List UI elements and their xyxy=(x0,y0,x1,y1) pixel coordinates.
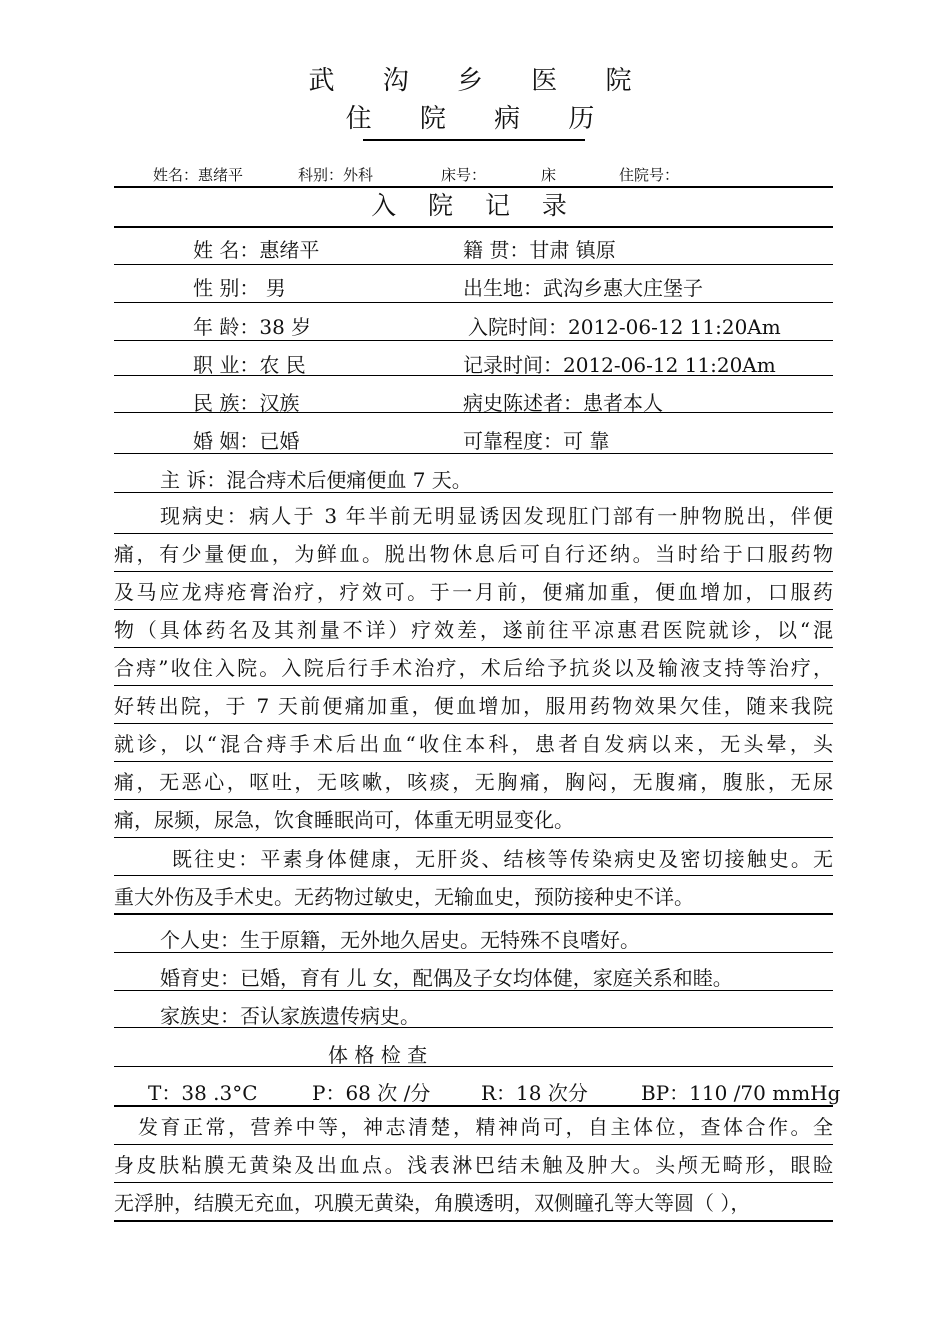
info-name: 姓 名：惠绪平 xyxy=(193,238,320,262)
present-illness-line: 现病史：病人于 3 年半前无明显诱因发现肛门部有一肿物脱出，伴便 xyxy=(160,504,833,528)
info-rule-5 xyxy=(114,412,833,413)
header-dept: 科别：外科 xyxy=(298,166,374,184)
past-history-line: 重大外伤及手术史。无药物过敏史，无输血史，预防接种史不详。 xyxy=(114,885,694,909)
exam-text xyxy=(114,1108,833,1222)
pi-rule-2 xyxy=(114,571,833,572)
vital-temperature: T：38 .3°C xyxy=(148,1081,258,1105)
header-admission-no: 住院号： xyxy=(619,166,680,184)
exam-rule-2 xyxy=(114,1182,833,1183)
info-rule-6 xyxy=(114,453,833,454)
info-admit-time: 入院时间：2012-06-12 11:20Am xyxy=(468,315,781,339)
vital-blood-pressure: BP：110 /70 mmHg xyxy=(641,1081,841,1105)
hospital-name: 武 沟 乡 医 院 xyxy=(308,66,652,96)
vital-pulse: P：68 次 /分 xyxy=(312,1081,431,1105)
exam-text-line: 发育正常，营养中等，神志清楚，精神尚可，自主体位，查体合作。全 xyxy=(138,1115,833,1139)
present-illness xyxy=(114,497,833,839)
personal-rule xyxy=(114,952,833,953)
title-underline xyxy=(363,139,585,141)
info-native: 籍 贯：甘肃 镇原 xyxy=(463,238,616,262)
exam-text-line: 无浮肿，结膜无充血，巩膜无黄染，角膜透明，双侧瞳孔等大等圆（ ）， xyxy=(114,1191,751,1215)
info-rule-2 xyxy=(114,302,833,303)
section-title: 入 院 记 录 xyxy=(371,191,579,220)
present-illness-line: 物（具体药名及其剂量不详）疗效差，遂前往平凉惠君医院就诊，以“混 xyxy=(114,618,833,642)
pi-rule-3 xyxy=(114,609,833,610)
present-illness-line: 及马应龙痔疮膏治疗，疗效可。于一月前，便痛加重，便血增加，口服药 xyxy=(114,580,833,604)
exam-rule-3 xyxy=(114,1220,833,1222)
ph-rule-2 xyxy=(114,913,833,915)
pi-rule-1 xyxy=(114,533,833,534)
present-illness-line: 痛，尿频，尿急，饮食睡眠尚可，体重无明显变化。 xyxy=(114,808,574,832)
info-narrator: 病史陈述者：患者本人 xyxy=(463,391,663,415)
exam-text-line: 身皮肤粘膜无黄染及出血点。浅表淋巴结未触及肿大。头颅无畸形，眼睑 xyxy=(114,1153,833,1177)
exam-rule-1 xyxy=(114,1144,833,1145)
pi-rule-7 xyxy=(114,761,833,762)
present-illness-line: 痛，有少量便血，为鲜血。脱出物休息后可自行还纳。当时给于口服药物 xyxy=(114,542,833,566)
document-title: 住 院 病 历 xyxy=(345,104,615,134)
marriage-history: 婚育史：已婚，育有 儿 女，配偶及子女均体健，家庭关系和睦。 xyxy=(160,966,733,990)
info-rule-3 xyxy=(114,340,833,341)
ph-rule-1 xyxy=(114,875,833,876)
past-history-line: 既往史：平素身体健康，无肝炎、结核等传染病史及密切接触史。无 xyxy=(172,847,833,871)
info-rule-4 xyxy=(114,375,833,376)
personal-history: 个人史：生于原籍，无外地久居史。无特殊不良嗜好。 xyxy=(160,928,640,952)
pi-rule-8 xyxy=(114,799,833,800)
header-name: 姓名：惠绪平 xyxy=(153,166,244,184)
present-illness-line: 就诊，以“混合痔手术后出血“收住本科，患者自发病以来，无头晕，头 xyxy=(114,732,833,756)
chief-rule xyxy=(114,492,833,493)
info-marital: 婚 姻：已婚 xyxy=(193,429,300,453)
present-illness-line: 合痔”收住入院。入院后行手术治疗，术后给予抗炎以及输液支持等治疗， xyxy=(114,656,833,680)
info-record-time: 记录时间：2012-06-12 11:20Am xyxy=(463,353,776,377)
info-reliability: 可靠程度：可 靠 xyxy=(463,429,610,453)
info-occupation: 职 业：农 民 xyxy=(193,353,306,377)
pi-rule-6 xyxy=(114,723,833,724)
info-sex: 性 别： 男 xyxy=(193,276,286,300)
marriage-rule xyxy=(114,990,833,991)
exam-title: 体 格 检 查 xyxy=(328,1043,428,1067)
info-rule-1 xyxy=(114,264,833,265)
info-ethnicity: 民 族：汉族 xyxy=(193,391,300,415)
past-history xyxy=(114,840,833,916)
family-history: 家族史：否认家族遗传病史。 xyxy=(160,1004,420,1028)
vitals-rule xyxy=(114,1105,833,1107)
family-rule xyxy=(114,1027,833,1028)
info-birthplace: 出生地：武沟乡惠大庄堡子 xyxy=(463,276,703,300)
info-age: 年 龄：38 岁 xyxy=(193,315,312,339)
pi-rule-5 xyxy=(114,685,833,686)
exam-title-rule xyxy=(114,1066,833,1067)
header-bed-label: 床号： xyxy=(441,166,487,184)
pi-rule-4 xyxy=(114,647,833,648)
chief-complaint: 主 诉：混合痔术后便痛便血 7 天。 xyxy=(160,468,472,492)
section-title-rule xyxy=(114,226,833,228)
vital-respiration: R：18 次分 xyxy=(481,1081,588,1105)
present-illness-line: 好转出院，于 7 天前便痛加重，便血增加，服用药物效果欠佳，随来我院 xyxy=(114,694,833,718)
header-bed-unit: 床 xyxy=(541,166,557,184)
pi-rule-9 xyxy=(114,837,833,838)
present-illness-line: 痛，无恶心，呕吐，无咳嗽，咳痰，无胸痛，胸闷，无腹痛，腹胀，无尿 xyxy=(114,770,833,794)
